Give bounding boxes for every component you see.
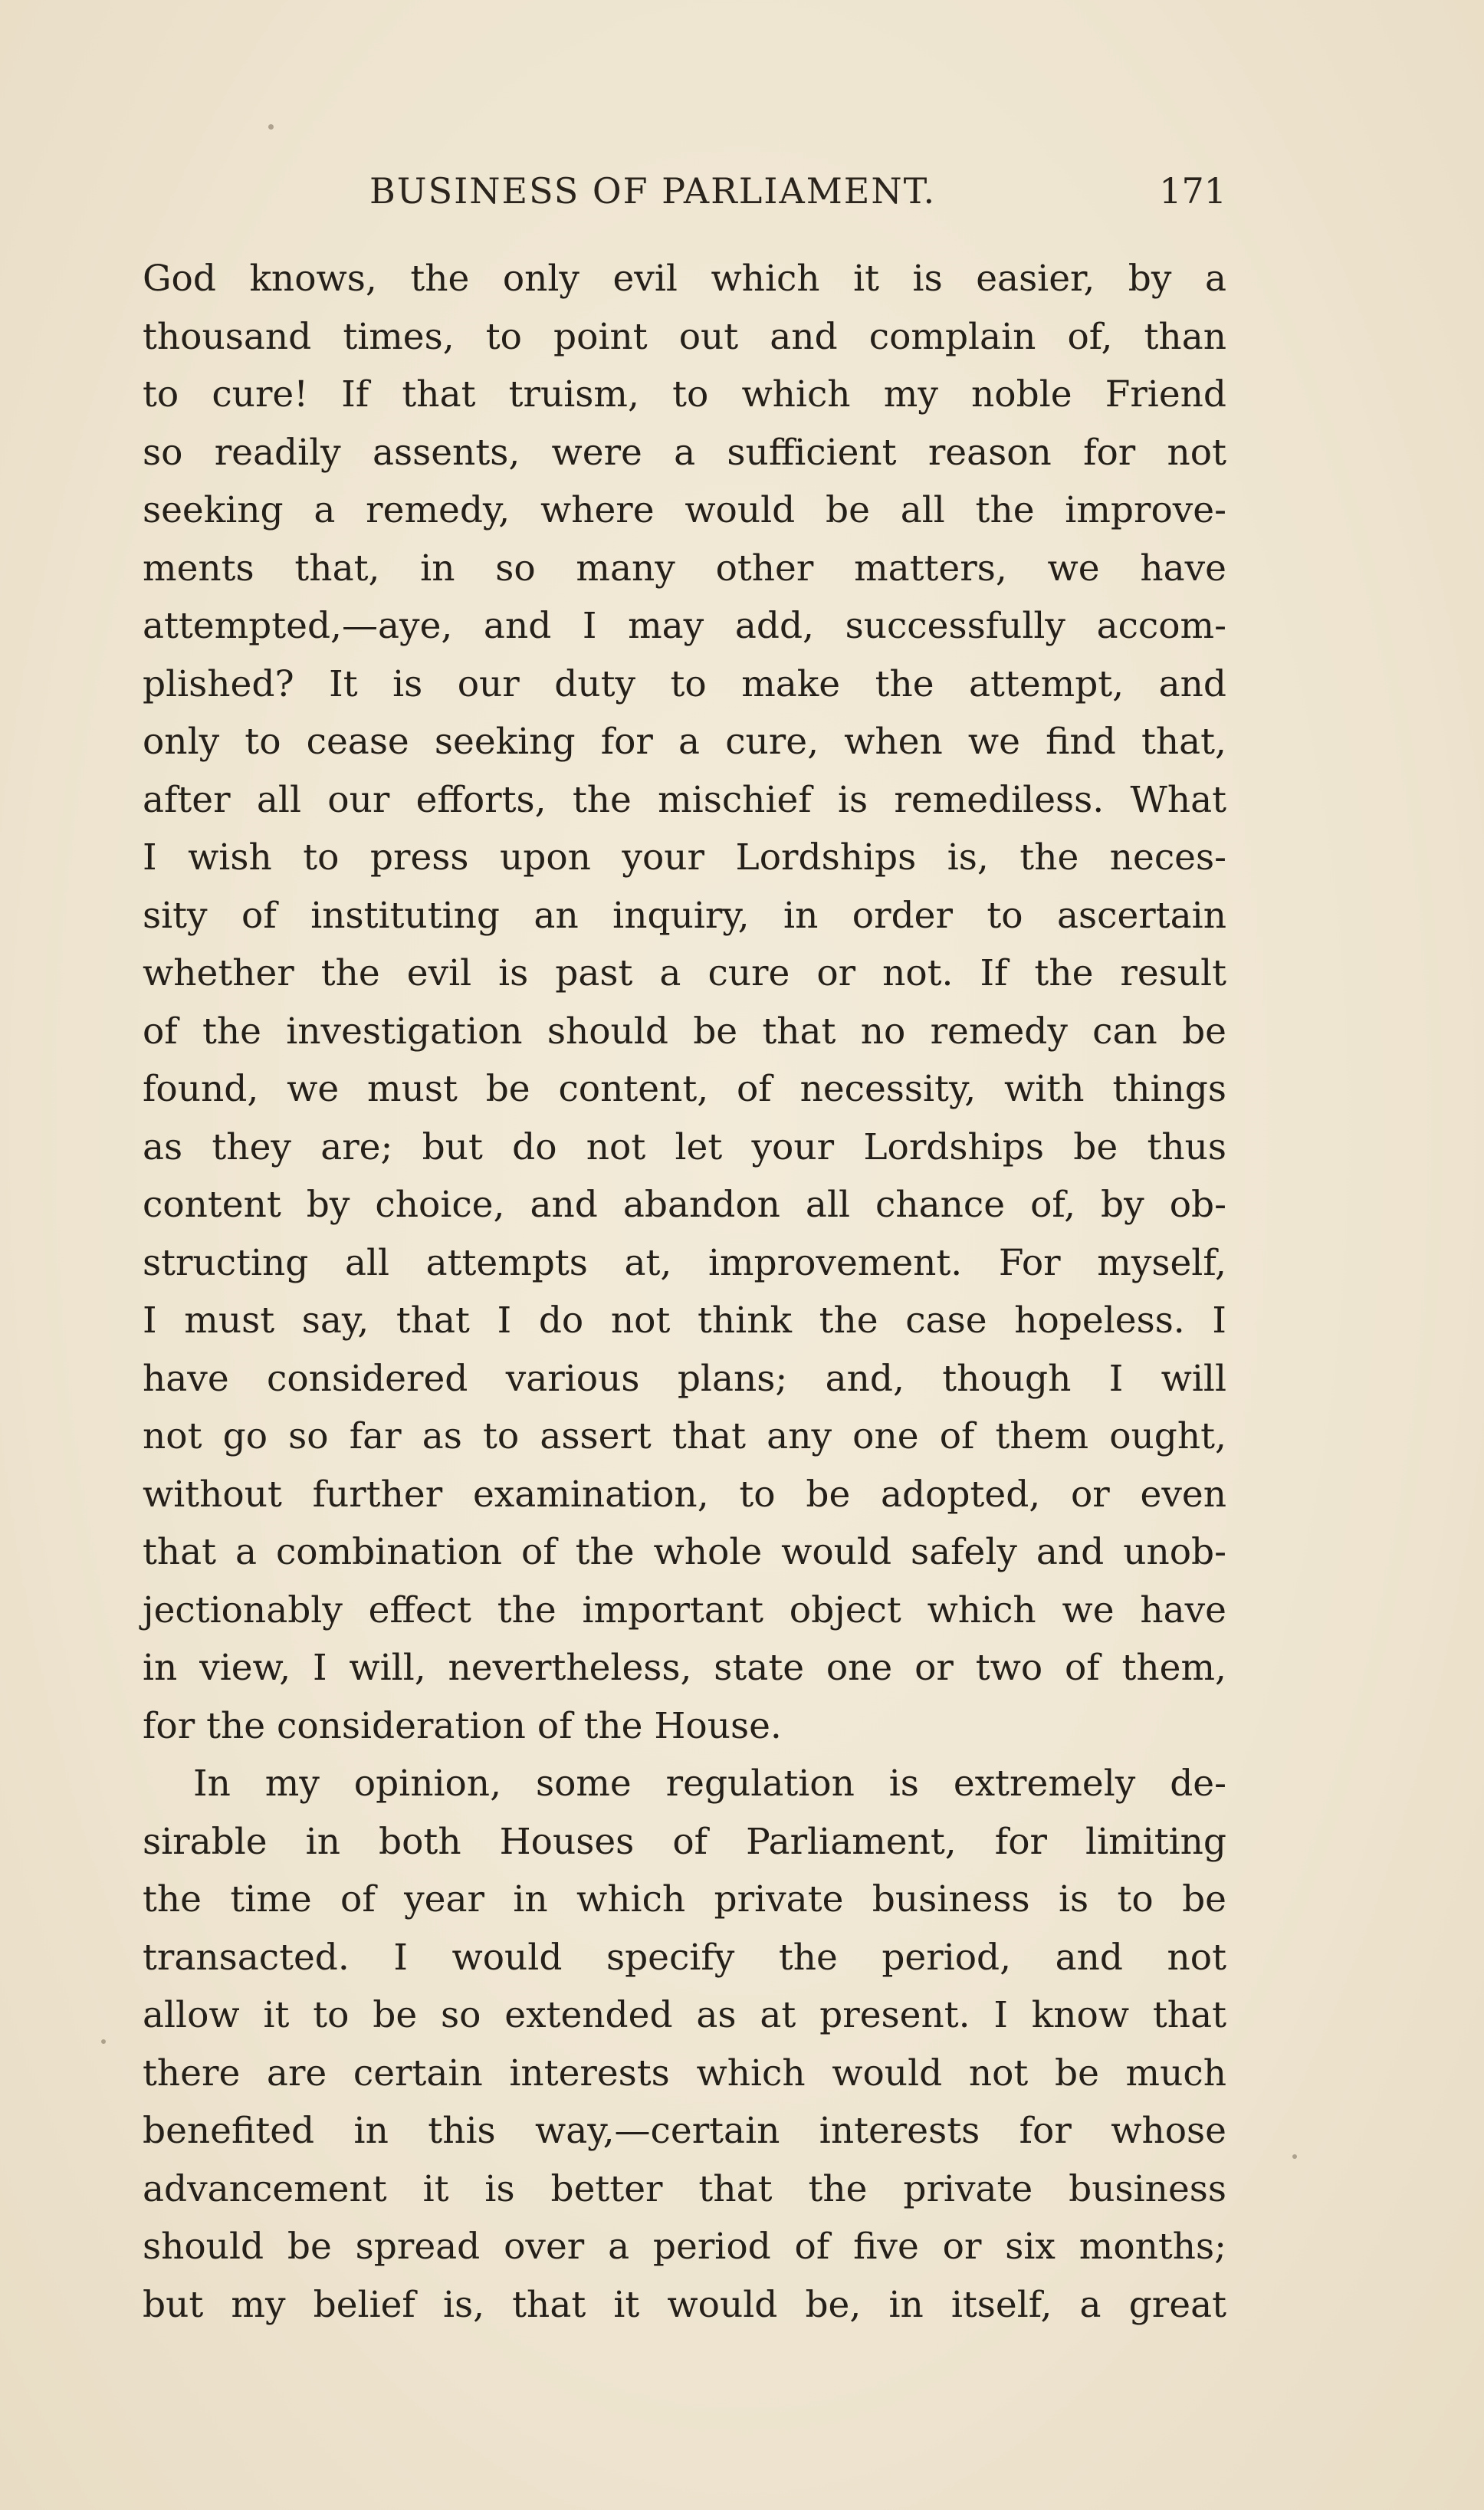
text-line: there are certain interests which would not be much	[143, 2052, 1226, 2094]
page-header	[143, 170, 1226, 224]
text-line: should be spread over a period of five or six months;	[143, 2226, 1226, 2268]
text-line: so readily assents, were a sufficient reason for not	[143, 431, 1226, 474]
text-line: without further examination, to be adopted, or even	[143, 1473, 1226, 1516]
paragraph-1	[143, 250, 1226, 1755]
text-line: benefited in this way,—certain interests for whose	[143, 2110, 1226, 2152]
text-line: found, we must be content, of necessity, with things	[143, 1068, 1226, 1110]
running-head: BUSINESS OF PARLIAMENT.	[369, 170, 937, 212]
text-line: allow it to be so extended as at present. I know that	[143, 1994, 1226, 2036]
page-number: 171	[1159, 170, 1226, 212]
text-line: the time of year in which private business is to be	[143, 1878, 1226, 1920]
text-line: attempted,—aye, and I may add, successfully accom-	[143, 605, 1226, 647]
text-line: sity of instituting an inquiry, in order to ascertain	[143, 894, 1226, 937]
text-line: structing all attempts at, improvement. For myself,	[143, 1241, 1226, 1284]
text-line: thousand times, to point out and complain of, than	[143, 315, 1226, 358]
text-line: in view, I will, nevertheless, state one or two of them,	[143, 1647, 1226, 1689]
text-line: transacted. I would specify the period, and not	[143, 1936, 1226, 1979]
text-line: seeking a remedy, where would be all the improve-	[143, 489, 1226, 531]
text-line: advancement it is better that the private business	[143, 2167, 1226, 2210]
text-line: after all our efforts, the mischief is remediless. What	[143, 778, 1226, 821]
text-line: that a combination of the whole would safely and unob-	[143, 1531, 1226, 1573]
text-line: for the consideration of the House.	[143, 1704, 782, 1747]
paper-speck	[268, 124, 274, 130]
text-line: as they are; but do not let your Lordships be thus	[143, 1125, 1226, 1168]
text-line: have considered various plans; and, though I will	[143, 1357, 1226, 1400]
text-line: content by choice, and abandon all chance of, by ob-	[143, 1184, 1226, 1226]
text-line: not go so far as to assert that any one of them ought,	[143, 1415, 1226, 1457]
text-line: In my opinion, some regulation is extremely de-	[193, 1763, 1226, 1805]
paper-speck	[1292, 2154, 1297, 2159]
text-line: God knows, the only evil which it is easier, by a	[143, 258, 1226, 300]
text-line: but my belief is, that it would be, in itself, a great	[143, 2283, 1226, 2326]
body-text	[143, 250, 1226, 2334]
text-line: only to cease seeking for a cure, when we find that,	[143, 721, 1226, 763]
text-line: plished? It is our duty to make the attempt, and	[143, 662, 1226, 705]
text-line: jectionably effect the important object which we have	[143, 1588, 1226, 1631]
text-line: sirable in both Houses of Parliament, for limiting	[143, 1820, 1226, 1863]
text-line: ments that, in so many other matters, we have	[143, 547, 1226, 590]
text-line: I must say, that I do not think the case hopeless. I	[143, 1299, 1226, 1342]
text-line: of the investigation should be that no remedy can be	[143, 1010, 1226, 1053]
text-line: whether the evil is past a cure or not. If the result	[143, 952, 1226, 994]
text-line: I wish to press upon your Lordships is, the neces-	[143, 836, 1226, 879]
text-line: to cure! If that truism, to which my noble Friend	[143, 373, 1226, 416]
paragraph-2	[143, 1755, 1226, 2334]
paper-speck	[101, 2039, 106, 2044]
